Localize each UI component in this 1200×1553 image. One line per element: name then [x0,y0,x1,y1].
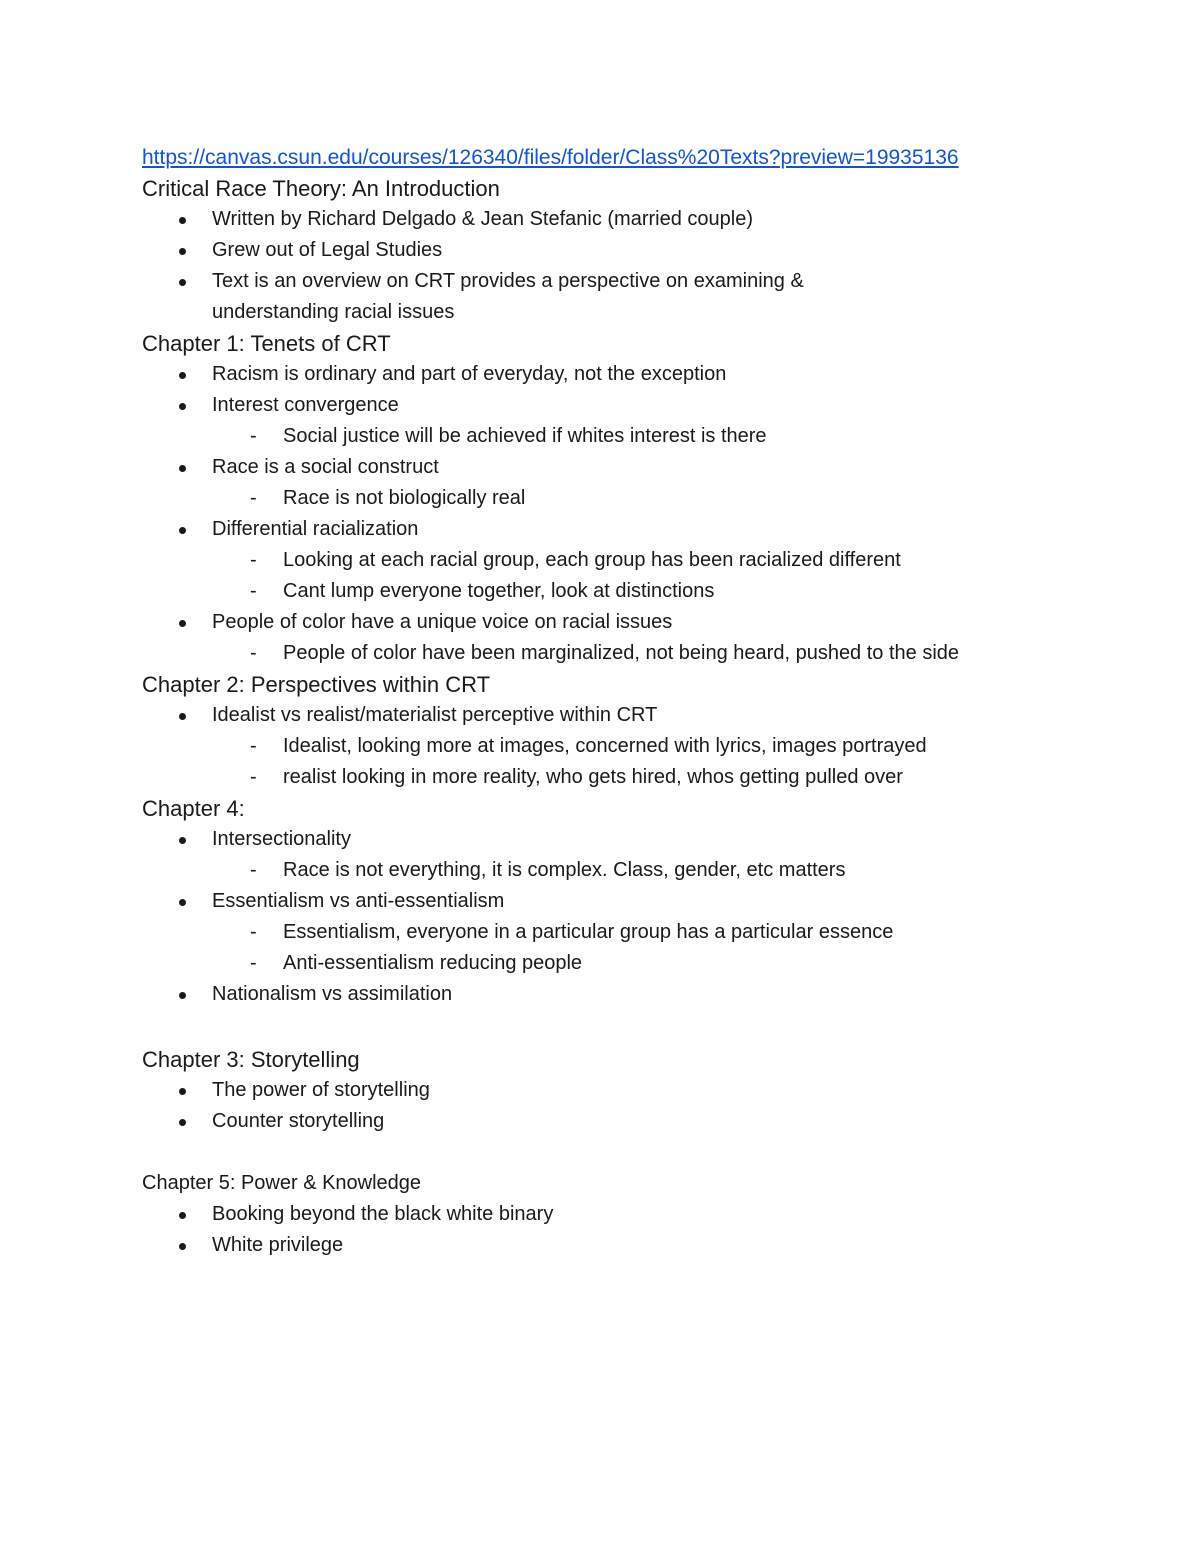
chapter-2-list [142,700,1072,731]
list-item: Counter storytelling [142,1106,1072,1137]
sub-list-item: - People of color have been marginalized, not being heard, pushed to the side [212,638,1072,669]
canvas-course-link[interactable]: https://canvas.csun.edu/courses/126340/files/folder/Class%20Texts?preview=19935136 [142,146,959,169]
list-item-text: Nationalism vs assimilation [212,983,453,1005]
chapter-3-heading: Chapter 3: Storytelling [142,1047,360,1072]
chapter-5-list [142,1199,1072,1261]
chapter-1-heading: Chapter 1: Tenets of CRT [142,331,391,356]
chapter-1-sublist [142,545,1072,607]
list-item-text: Race is a social construct [212,456,439,478]
chapter-1-list [142,514,1072,545]
spacer [142,1137,1072,1168]
list-item [142,452,1072,483]
intro-list [142,204,1072,328]
chapter-1-sublist [142,421,1072,452]
sub-list-item: - Anti-essentialism reducing people [212,948,1072,979]
list-item: Booking beyond the black white binary [142,1199,1072,1230]
chapter-3-list [142,1075,1072,1137]
chapter-1-sublist [142,483,1072,514]
sub-list-item: - Looking at each racial group, each group has been racialized different [212,545,1072,576]
list-item: The power of storytelling [142,1075,1072,1106]
chapter-5-heading: Chapter 5: Power & Knowledge [142,1172,422,1194]
sub-list-item: - realist looking in more reality, who gets hired, whos getting pulled over [212,762,1072,793]
chapter-1-sublist [142,638,1072,669]
list-item: White privilege [142,1230,1072,1261]
chapter-4-sublist [142,855,1072,886]
chapter-4-heading: Chapter 4: [142,796,245,821]
list-item [142,514,1072,545]
chapter-1-list [142,452,1072,483]
list-item [142,979,1072,1010]
list-item-text: Interest convergence [212,394,399,416]
document-page [142,142,1072,1261]
chapter-4-sublist [142,917,1072,979]
list-item-text: Intersectionality [212,828,351,850]
list-item-text: Essentialism vs anti-essentialism [212,890,505,912]
chapter-4-list [142,824,1072,855]
chapter-2-heading: Chapter 2: Perspectives within CRT [142,672,491,697]
sub-list-item: - Essentialism, everyone in a particular group has a particular essence [212,917,1072,948]
list-item [142,700,1072,731]
list-item [142,390,1072,421]
sub-list-item: - Race is not biologically real [212,483,1072,514]
list-item: Written by Richard Delgado & Jean Stefanic (married couple) [142,204,1072,235]
list-item-text: People of color have a unique voice on racial issues [212,611,673,633]
list-item-text: Idealist vs realist/materialist perceptive within CRT [212,704,658,726]
list-item [142,886,1072,917]
sub-list-item: - Idealist, looking more at images, concerned with lyrics, images portrayed [212,731,1072,762]
chapter-1-list [142,359,1072,421]
list-item [142,824,1072,855]
chapter-4-list [142,979,1072,1010]
sub-list-item: - Race is not everything, it is complex. Class, gender, etc matters [212,855,1072,886]
list-item-text: Racism is ordinary and part of everyday, not the exception [212,363,727,385]
list-item: Text is an overview on CRT provides a perspective on examining & understanding racial issues [142,266,1072,328]
sub-list-item: - Cant lump everyone together, look at distinctions [212,576,1072,607]
list-item [142,359,1072,390]
chapter-2-sublist [142,731,1072,793]
list-item: Grew out of Legal Studies [142,235,1072,266]
list-item [142,607,1072,638]
list-item-text: Differential racialization [212,518,419,540]
sub-list-item: - Social justice will be achieved if whites interest is there [212,421,1072,452]
intro-heading: Critical Race Theory: An Introduction [142,176,500,201]
chapter-1-list [142,607,1072,638]
chapter-4-list [142,886,1072,917]
spacer [142,1010,1072,1044]
